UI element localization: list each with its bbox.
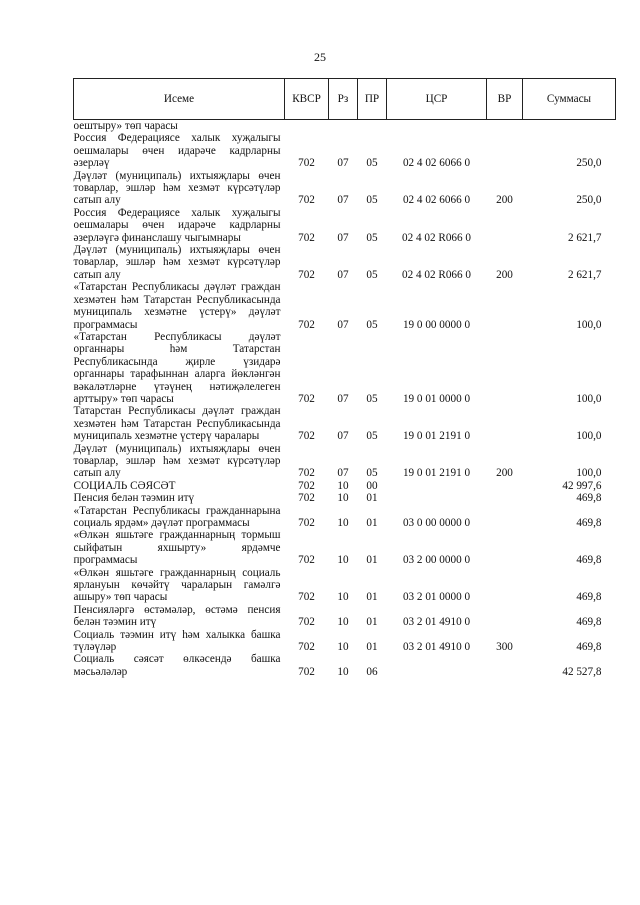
row-name: Дәүләт (муниципаль) ихтыяҗлары өчен товарлар, эшләр һәм хезмәт күрсәтүләр сатып алу <box>73 442 281 480</box>
row-csr: 19 0 01 0000 0 <box>402 392 471 405</box>
row-rz: 10 <box>337 641 349 654</box>
row-rz: 07 <box>337 157 349 170</box>
table-row <box>74 443 616 480</box>
row-csr: 02 4 02 R066 0 <box>402 231 471 244</box>
row-pr: 01 <box>366 517 378 529</box>
row-name: Россия Федерациясе халык хуҗалыгы оешмалары өчен идарәче кадрларны әзерләү <box>73 132 281 170</box>
row-pr: 05 <box>366 268 378 281</box>
row-pr: 00 <box>366 479 378 492</box>
table-row <box>74 653 616 678</box>
row-csr: 03 2 01 4910 0 <box>402 641 471 654</box>
table-row <box>74 529 616 566</box>
row-name: оештыру» төп чарасы <box>73 120 178 132</box>
table-row <box>74 492 616 504</box>
row-name: Социаль тәэмин итү һәм халыкка башка түләүләр <box>73 628 281 654</box>
row-sum: 250,0 <box>576 194 602 207</box>
row-pr: 01 <box>366 591 378 604</box>
row-pr: 05 <box>366 318 378 331</box>
row-sum: 250,0 <box>576 157 602 170</box>
row-kvsr: 702 <box>298 268 315 281</box>
row-vr <box>487 492 523 504</box>
row-sum: 42 527,8 <box>562 665 602 678</box>
row-pr: 01 <box>366 641 378 654</box>
row-kvsr: 702 <box>298 392 315 405</box>
row-kvsr: 702 <box>298 231 315 244</box>
row-csr: 19 0 00 0000 0 <box>402 318 471 331</box>
header-pr: ПР <box>358 79 387 120</box>
row-sum <box>523 120 616 133</box>
row-kvsr: 702 <box>298 467 315 480</box>
row-sum: 469,8 <box>576 492 602 505</box>
row-sum: 469,8 <box>576 641 602 654</box>
row-vr <box>487 653 523 678</box>
row-name: Пенсияләргә өстәмәләр, өстәмә пенсия белән тәэмин итү <box>73 603 281 629</box>
row-vr <box>487 604 523 629</box>
row-kvsr: 702 <box>298 641 315 654</box>
row-kvsr: 702 <box>298 157 315 170</box>
row-csr <box>387 653 487 678</box>
row-csr <box>387 480 487 492</box>
row-sum: 42 997,6 <box>562 479 602 492</box>
row-kvsr: 702 <box>298 318 315 331</box>
budget-table <box>73 78 616 678</box>
row-pr: 01 <box>366 492 378 505</box>
row-name: «Татарстан Республикасы гражданнарына социаль ярдәм» дәүләт программасы <box>73 504 281 529</box>
header-row <box>74 79 616 120</box>
header-name: Исеме <box>74 79 285 120</box>
row-rz: 07 <box>337 268 349 281</box>
row-kvsr <box>285 120 329 133</box>
row-rz: 10 <box>337 554 349 567</box>
row-vr <box>487 405 523 442</box>
row-pr: 05 <box>366 194 378 207</box>
row-csr: 02 4 02 6066 0 <box>402 194 471 207</box>
row-csr: 19 0 01 2191 0 <box>402 430 471 443</box>
row-name: «Өлкән яшьтәге гражданнарның социаль ярлануын көчәйтү чараларын гамәлгә ашыру» төп чарасы <box>73 566 281 604</box>
row-vr <box>487 480 523 492</box>
row-sum: 100,0 <box>576 467 602 480</box>
row-pr: 06 <box>366 665 378 678</box>
row-vr: 200 <box>496 467 513 480</box>
row-sum: 469,8 <box>576 616 602 629</box>
row-name: «Татарстан Республикасы дәүләт граждан хезмәтен һәм Татарстан Республикасында муниципаль хезмәтне үстерү» дәүләт программасы <box>73 281 281 331</box>
table-row <box>74 170 616 207</box>
header-kvsr: КВСР <box>285 79 329 120</box>
row-kvsr: 702 <box>298 194 315 207</box>
row-pr: 05 <box>366 430 378 443</box>
row-vr <box>487 331 523 405</box>
row-rz: 10 <box>337 479 349 492</box>
row-vr: 200 <box>496 268 513 281</box>
row-kvsr: 702 <box>298 591 315 604</box>
table-row <box>74 567 616 604</box>
row-rz <box>329 120 358 133</box>
row-name: Татарстан Республикасы дәүләт граждан хезмәтен һәм Татарстан Республикасында муниципаль хезмәтне үстерү чаралары <box>73 405 281 443</box>
row-vr <box>487 567 523 604</box>
table-header <box>74 79 616 120</box>
row-name: «Татарстан Республикасы дәүләт органнары һәм Татарстан Республикасында җирле үзидарә органнары тарафыннан аларга йөкләнгән вәкаләтләрне үтәүнең нәтиҗәлелеген арттыру» төп чарасы <box>73 330 281 405</box>
row-csr: 03 2 01 4910 0 <box>402 616 471 629</box>
table-row <box>74 604 616 629</box>
page-number: 25 <box>314 50 326 64</box>
row-vr <box>487 132 523 169</box>
row-rz: 10 <box>337 665 349 678</box>
row-vr <box>487 281 523 331</box>
row-vr: 300 <box>496 641 513 654</box>
row-sum: 469,8 <box>576 554 602 567</box>
row-pr: 05 <box>366 467 378 480</box>
row-sum: 100,0 <box>576 318 602 331</box>
row-kvsr: 702 <box>298 492 315 505</box>
row-name: Дәүләт (муниципаль) ихтыяҗлары өчен товарлар, эшләр һәм хезмәт күрсәтүләр сатып алу <box>73 169 281 207</box>
row-rz: 10 <box>337 591 349 604</box>
header-sum: Суммасы <box>523 79 616 120</box>
row-sum: 2 621,7 <box>567 231 602 244</box>
table-row <box>74 132 616 169</box>
row-pr: 05 <box>366 157 378 170</box>
table-row <box>74 331 616 405</box>
table-row <box>74 405 616 442</box>
row-kvsr: 702 <box>298 430 315 443</box>
row-kvsr: 702 <box>298 616 315 629</box>
row-csr: 03 2 00 0000 0 <box>402 554 471 567</box>
row-csr <box>387 492 487 504</box>
row-rz: 10 <box>337 616 349 629</box>
row-rz: 07 <box>337 318 349 331</box>
table-body <box>74 120 616 679</box>
row-pr: 01 <box>366 616 378 629</box>
row-sum: 2 621,7 <box>567 268 602 281</box>
table-row <box>74 629 616 654</box>
row-name: Россия Федерациясе халык хуҗалыгы оешмалары өчен идарәче кадрларны әзерләүгә финанслашу чыгымнары <box>73 206 281 244</box>
row-name: Пенсия белән тәэмин итү <box>73 492 195 505</box>
row-pr: 05 <box>366 392 378 405</box>
row-sum: 469,8 <box>576 591 602 604</box>
row-sum: 100,0 <box>576 392 602 405</box>
row-sum: 100,0 <box>576 430 602 443</box>
row-kvsr: 702 <box>298 665 315 678</box>
row-csr: 03 2 01 0000 0 <box>402 591 471 604</box>
row-kvsr: 702 <box>298 554 315 567</box>
table-row <box>74 281 616 331</box>
row-csr <box>387 120 487 133</box>
row-rz: 07 <box>337 392 349 405</box>
table-row <box>74 480 616 492</box>
row-rz: 10 <box>337 517 349 529</box>
row-kvsr: 702 <box>298 517 315 529</box>
row-vr <box>487 529 523 566</box>
row-vr <box>487 505 523 530</box>
header-csr: ЦСР <box>387 79 487 120</box>
row-pr: 05 <box>366 231 378 244</box>
row-vr <box>487 120 523 133</box>
row-name: Дәүләт (муниципаль) ихтыяҗлары өчен товарлар, эшләр һәм хезмәт күрсәтүләр сатып алу <box>73 244 281 281</box>
row-name: СОЦИАЛЬ СӘЯСӘТ <box>73 479 176 492</box>
row-name: «Өлкән яшьтәге гражданнарның тормыш сыйфатын яхшырту» ярдәмче программасы <box>73 529 281 567</box>
row-rz: 07 <box>337 467 349 480</box>
row-rz: 07 <box>337 194 349 207</box>
row-sum: 469,8 <box>576 517 602 529</box>
row-vr: 200 <box>496 194 513 207</box>
table-row <box>74 244 616 281</box>
row-csr: 03 0 00 0000 0 <box>402 517 471 529</box>
row-csr: 19 0 01 2191 0 <box>402 467 471 480</box>
row-vr <box>487 207 523 244</box>
row-pr <box>358 120 387 133</box>
row-rz: 07 <box>337 430 349 443</box>
row-csr: 02 4 02 6066 0 <box>402 157 471 170</box>
row-kvsr: 702 <box>298 479 315 492</box>
table-row <box>74 505 616 530</box>
row-csr: 02 4 02 R066 0 <box>402 268 471 281</box>
row-rz: 10 <box>337 492 349 505</box>
row-pr: 01 <box>366 554 378 567</box>
table-row <box>74 120 616 133</box>
row-rz: 07 <box>337 231 349 244</box>
header-rz: Рз <box>329 79 358 120</box>
row-name: Социаль сәясәт өлкәсендә башка мәсьәләләр <box>73 653 281 678</box>
table-row <box>74 207 616 244</box>
header-vr: ВР <box>487 79 523 120</box>
